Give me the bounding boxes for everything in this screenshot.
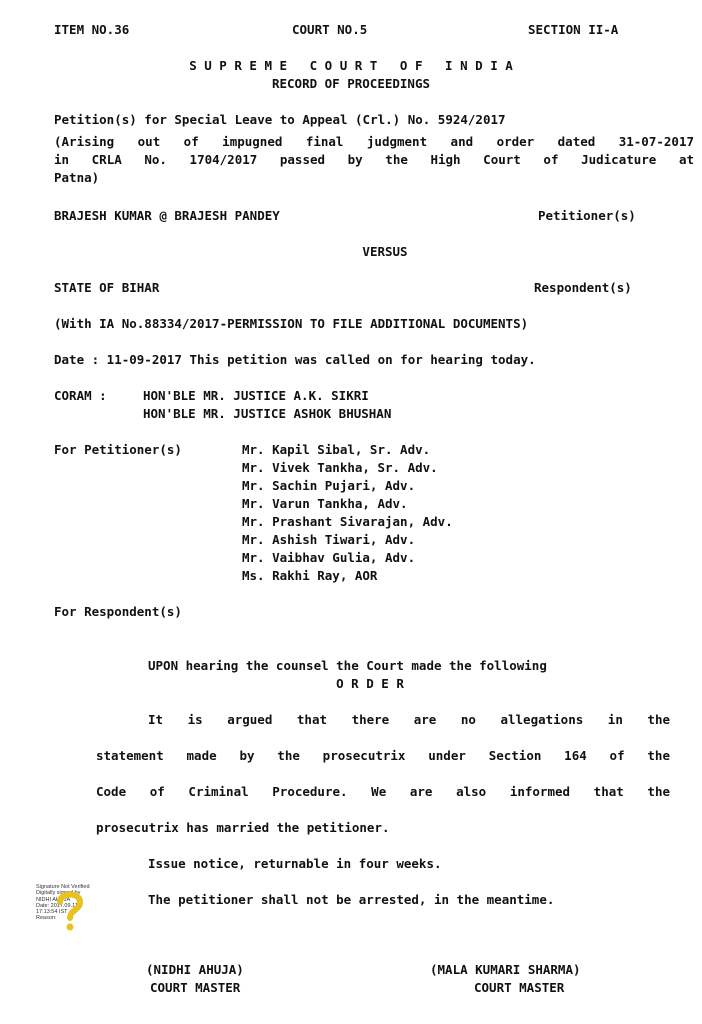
court-name-title: S U P R E M E C O U R T O F I N D I A — [189, 58, 513, 73]
arising-line-3: Patna) — [54, 170, 100, 185]
petitioner-counsel-1: Mr. Kapil Sibal, Sr. Adv. — [242, 442, 431, 457]
arising-line-2: in CRLA No. 1704/2017 passed by the High Court of Judicature at — [54, 152, 694, 167]
petitioner-counsel-2: Mr. Vivek Tankha, Sr. Adv. — [242, 460, 438, 475]
sig-stamp-line-3: NIDHI AHUJA — [36, 896, 71, 903]
petitioner-name: BRAJESH KUMAR @ BRAJESH PANDEY — [54, 208, 280, 223]
sig-stamp-line-1: Signature Not Verified — [36, 884, 90, 890]
petitioner-role: Petitioner(s) — [538, 208, 636, 223]
section-label: SECTION II-A — [528, 22, 619, 37]
sig-stamp-line-6: Reason: — [36, 915, 57, 922]
record-of-proceedings: RECORD OF PROCEEDINGS — [271, 76, 431, 91]
petition-line: Petition(s) for Special Leave to Appeal (Crl.) No. 5924/2017 — [54, 112, 506, 127]
petitioner-counsel-5: Mr. Prashant Sivarajan, Adv. — [242, 514, 453, 529]
signature-question-mark-icon — [52, 888, 88, 932]
signatory-1-title: COURT MASTER — [150, 980, 241, 995]
order-para-line-3: Code of Criminal Procedure. We are also informed that the — [96, 784, 670, 799]
respondent-role: Respondent(s) — [534, 280, 632, 295]
signatory-1-name: (NIDHI AHUJA) — [146, 962, 244, 977]
coram-judge-2: HON'BLE MR. JUSTICE ASHOK BHUSHAN — [143, 406, 392, 421]
coram-label: CORAM : — [54, 388, 107, 403]
order-para-line-2: statement made by the prosecutrix under Section 164 of the — [96, 748, 670, 763]
issue-notice-line: Issue notice, returnable in four weeks. — [148, 856, 442, 871]
order-para-line-1: It is argued that there are no allegations in the — [148, 712, 670, 727]
hearing-date-line: Date : 11-09-2017 This petition was called on for hearing today. — [54, 352, 536, 367]
petitioner-counsel-8: Ms. Rakhi Ray, AOR — [242, 568, 378, 583]
order-para-line-4: prosecutrix has married the petitioner. — [96, 820, 390, 835]
sig-stamp-line-4: Date: 2017.09.11 — [36, 902, 78, 909]
signatory-2-title: COURT MASTER — [474, 980, 565, 995]
for-petitioner-label: For Petitioner(s) — [54, 442, 182, 457]
petitioner-counsel-3: Mr. Sachin Pujari, Adv. — [242, 478, 416, 493]
for-respondent-label: For Respondent(s) — [54, 604, 182, 619]
order-heading: O R D E R — [336, 676, 404, 691]
respondent-name: STATE OF BIHAR — [54, 280, 160, 295]
versus-label: VERSUS — [362, 244, 408, 259]
order-intro: UPON hearing the counsel the Court made the following — [148, 658, 547, 673]
petitioner-counsel-7: Mr. Vaibhav Gulia, Adv. — [242, 550, 416, 565]
coram-judge-1: HON'BLE MR. JUSTICE A.K. SIKRI — [143, 388, 369, 403]
no-arrest-line: The petitioner shall not be arrested, in the meantime. — [148, 892, 555, 907]
ia-line: (With IA No.88334/2017-PERMISSION TO FILE ADDITIONAL DOCUMENTS) — [54, 316, 529, 331]
court-number: COURT NO.5 — [292, 22, 368, 37]
sig-stamp-line-2: Digitally signed by — [36, 890, 81, 897]
arising-line-1: (Arising out of impugned final judgment and order dated 31-07-2017 — [54, 134, 694, 149]
petitioner-counsel-4: Mr. Varun Tankha, Adv. — [242, 496, 408, 511]
signatory-2-name: (MALA KUMARI SHARMA) — [430, 962, 581, 977]
sig-stamp-line-5: 17:13:54 IST — [36, 909, 68, 916]
petitioner-counsel-6: Mr. Ashish Tiwari, Adv. — [242, 532, 416, 547]
item-number: ITEM NO.36 — [54, 22, 130, 37]
